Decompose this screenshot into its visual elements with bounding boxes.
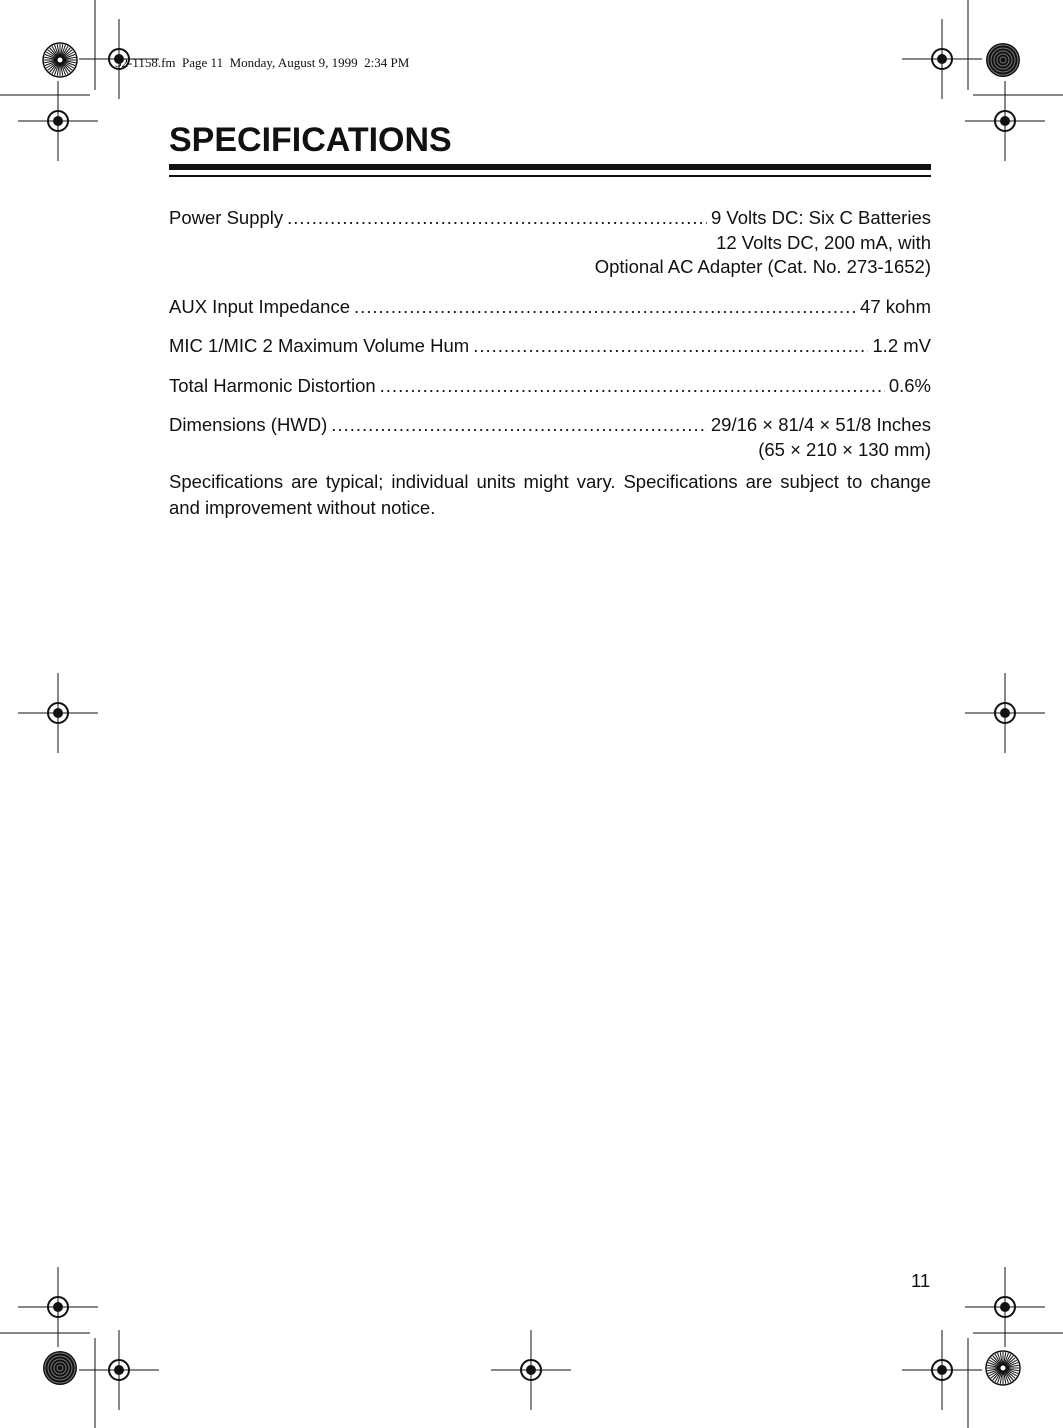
title-rule-thin [169,175,931,177]
spec-value-continued: Optional AC Adapter (Cat. No. 273-1652) [594,256,931,277]
registration-target-dot [53,116,63,126]
spec-label: Dimensions (HWD) [169,414,328,435]
spec-label: AUX Input Impedance [169,295,350,317]
specifications-list [169,206,931,477]
dot-leader [331,413,707,438]
registration-target-dot [526,1365,536,1375]
specifications-note: Specifications are typical; individual units might vary. Specifications are subject to change and improvement without notice. [169,471,931,518]
spec-thd [169,374,931,399]
registration-target-dot [1000,1302,1010,1312]
dot-leader [380,374,885,399]
spec-value: 29/16 × 81/4 × 51/8 Inches [710,414,931,435]
spec-label: MIC 1/MIC 2 Maximum Volume Hum [169,335,470,356]
color-bar-starburst-center [57,57,63,63]
page-title: SPECIFICATIONS [169,121,452,159]
registration-target-dot [937,54,947,64]
spec-value-continued: 12 Volts DC, 200 mA, with [716,231,931,253]
spec-label: Power Supply [169,207,284,228]
page-number: 11 [911,1270,931,1291]
spec-value: 47 kohm [860,295,931,317]
spec-value: 9 Volts DC: Six C Batteries [710,207,931,228]
dot-leader [473,334,868,359]
color-bar-starburst-center [1000,1365,1006,1371]
spec-dimensions [169,413,931,462]
registration-target-dot [1000,708,1010,718]
spec-label: Total Harmonic Distortion [169,374,376,396]
title-rule-thick [169,164,931,170]
spec-value: 0.6% [888,374,931,396]
registration-target-dot [53,708,63,718]
spec-mic-hum [169,334,931,359]
dot-leader [287,206,707,231]
registration-target-dot [937,1365,947,1375]
spec-value-continued: (65 × 210 × 130 mm) [758,438,931,460]
dot-leader [354,295,856,320]
spec-power-supply [169,206,931,280]
registration-target-dot [1000,116,1010,126]
spec-value: 1.2 mV [872,335,931,356]
registration-target-dot [53,1302,63,1312]
registration-target-dot [114,1365,124,1375]
file-header-stamp: 32-1158.fm Page 11 Monday, August 9, 1999 2:34 PM [115,55,410,70]
spec-aux-input [169,295,931,320]
